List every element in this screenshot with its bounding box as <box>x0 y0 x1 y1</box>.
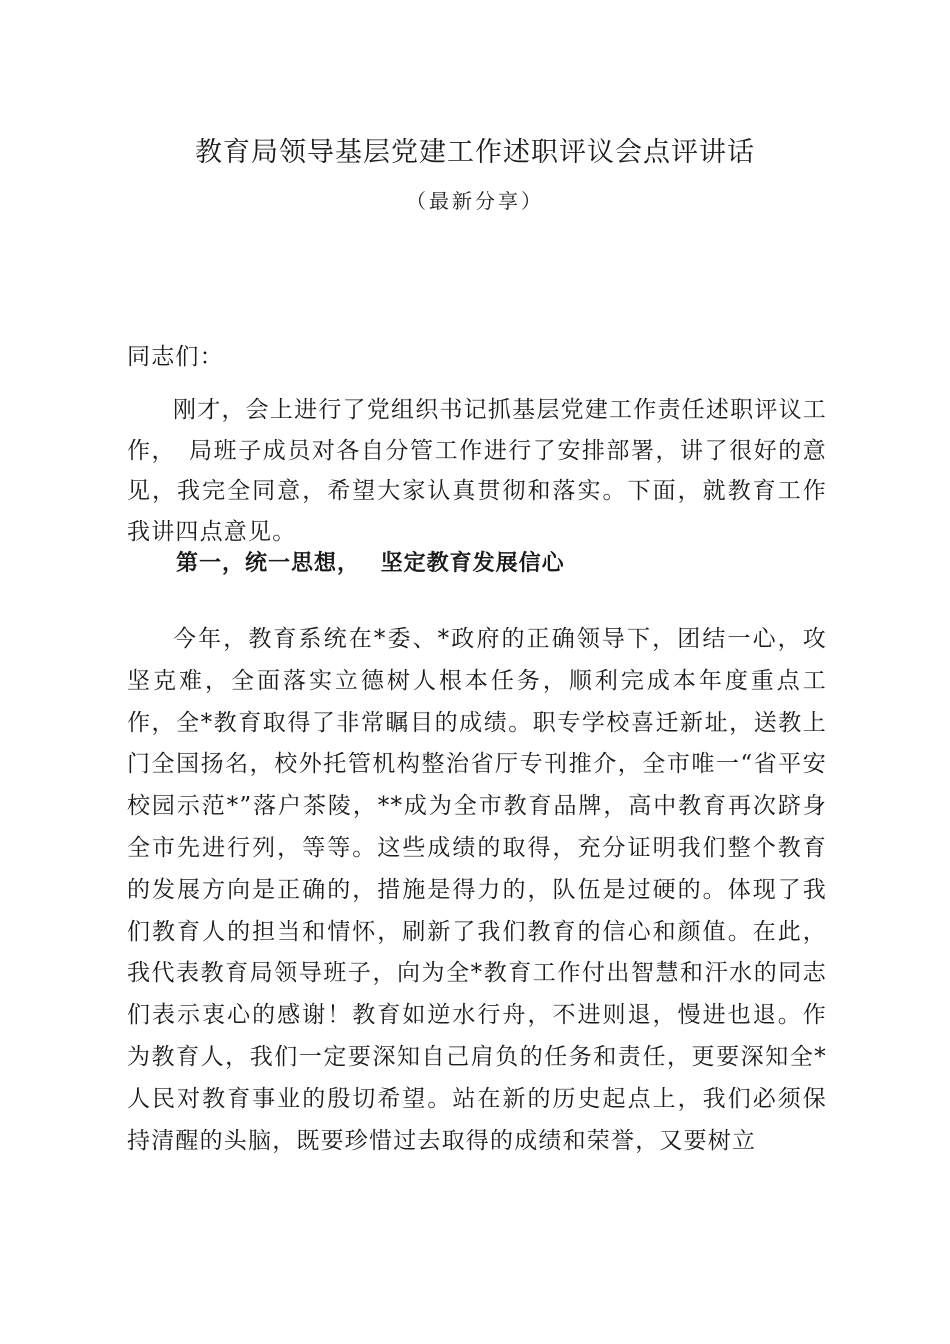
document-subtitle: （最新分享） <box>406 189 544 213</box>
greeting <box>127 342 827 372</box>
paragraph-2-text: 今年，教育系统在*委、*政府的正确领导下，团结一心，攻坚克难，全面落实立德树人根本任务，顺利完成本年度重点工作，全*教育取得了非常瞩目的成绩。职专学校喜迁新址，送教上门全国扬名，校外托管机构整治省厅专刊推介，全市唯一“省平安校园示范*”落户茶陵，**成为全市教育品牌，高中教育再次跻身全市先进行列，等等。这些成绩的取得，充分证明我们整个教育的发展方向是正确的，措施是得力的，队伍是过硬的。体现了我们教育人的担当和情怀，刷新了我们教育的信心和颜值。在此，我代表教育局领导班子，向为全*教育工作付出智慧和汗水的同志们表示衷心的感谢！教育如逆水行舟，不进则退，慢进也退。作为教育人，我们一定要深知自己肩负的任务和责任，更要深知全*人民对教育事业的殷切希望。站在新的历史起点上，我们必须保持清醒的头脑，既要珍惜过去取得的成绩和荣誉，又要树立 <box>127 626 827 1154</box>
greeting-text: 同志们： <box>127 344 224 370</box>
paragraph-2 <box>127 619 827 1162</box>
paragraph-1 <box>127 390 827 552</box>
section-heading: 第一，统一思想， 坚定教育发展信心 <box>176 551 565 576</box>
paragraph-1-text: 刚才，会上进行了党组织书记抓基层党建工作责任述职评议工作， 局班子成员对各自分管工作进行了安排部署，讲了很好的意见，我完全同意，希望大家认真贯彻和落实。下面，就教育工作我讲四点意见。 <box>127 397 827 545</box>
document-title: 教育局领导基层党建工作述职评议会点评讲话 <box>195 137 755 168</box>
